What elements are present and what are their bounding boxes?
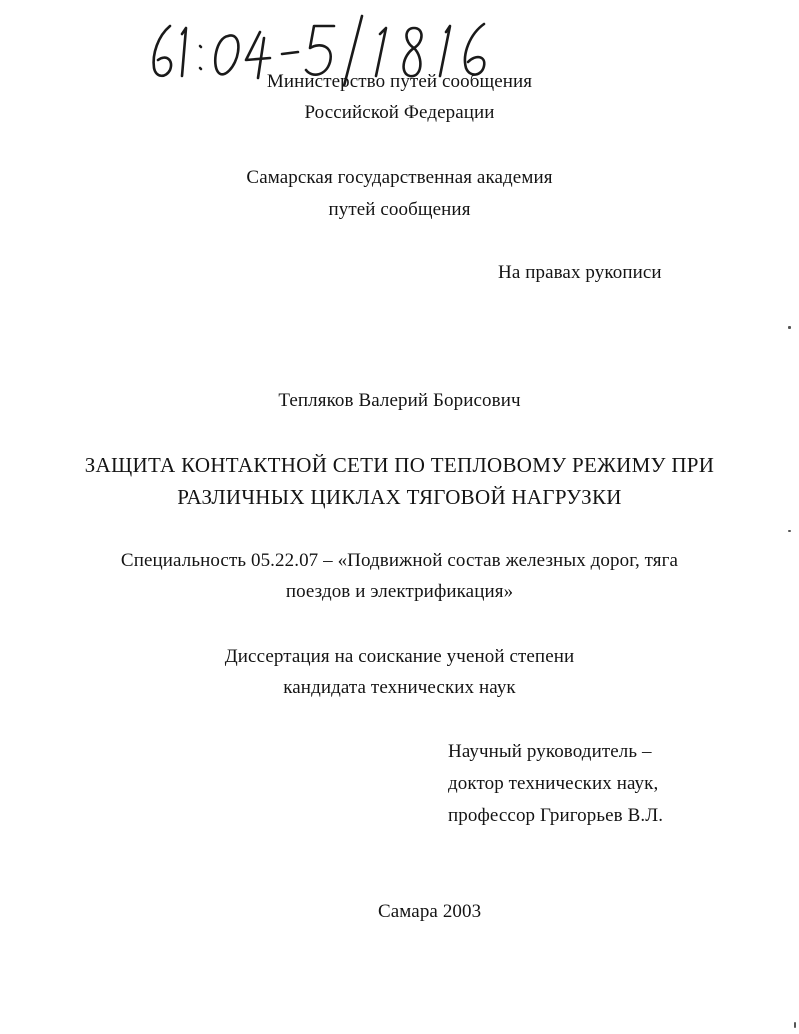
city-year: Самара 2003 (378, 901, 482, 922)
ministry-line-2: Российской Федерации (304, 102, 495, 123)
scan-speck (788, 326, 791, 329)
scan-speck (794, 1022, 796, 1028)
dissertation-title-line-2: РАЗЛИЧНЫХ ЦИКЛАХ ТЯГОВОЙ НАГРУЗКИ (177, 485, 622, 509)
specialty-line-2: поездов и электрификация» (285, 581, 514, 602)
scan-speck (788, 530, 791, 532)
degree-line-1: Диссертация на соискание ученой степени (224, 646, 575, 667)
dissertation-title-line-1: ЗАЩИТА КОНТАКТНОЙ СЕТИ ПО ТЕПЛОВОМУ РЕЖИМУ ПРИ (84, 453, 715, 477)
academy-line-1: Самарская государственная академия (246, 167, 553, 188)
author-name: Тепляков Валерий Борисович (278, 390, 521, 411)
supervisor-line-2: доктор технических наук, (448, 773, 659, 794)
specialty-line-1: Специальность 05.22.07 – «Подвижной состав железных дорог, тяга (120, 550, 679, 571)
degree-line-2: кандидата технических наук (283, 677, 516, 698)
manuscript-rights-note: На правах рукописи (498, 262, 662, 283)
academy-line-2: путей сообщения (328, 199, 471, 220)
ministry-line-1: Министерство путей сообщения (266, 71, 533, 92)
supervisor-line-3: профессор Григорьев В.Л. (448, 805, 664, 826)
supervisor-line-1: Научный руководитель – (448, 741, 652, 762)
